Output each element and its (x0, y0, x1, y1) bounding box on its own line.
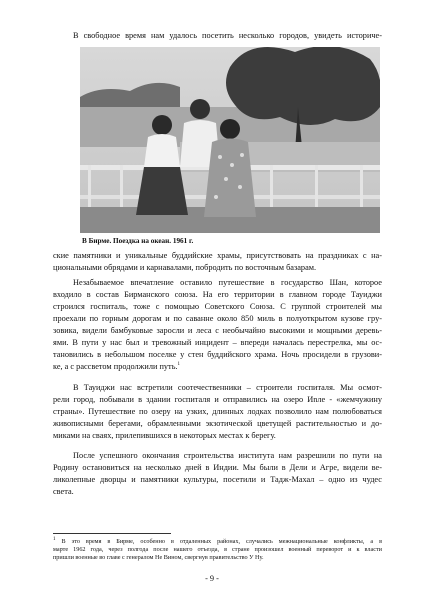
text-line: строился госпиталь, тоже с помощью Советского Союза. С группой строителей мы (53, 302, 382, 311)
text-line: ке, а с рассветом продолжили путь. (53, 362, 178, 371)
text-line: ликолепные дворцы и памятники культуры, посетили и Тадж-Махал – одно из чудес (53, 475, 382, 484)
text-line: В Тауиджи нас встретили соотечественники – строители госпиталя. Мы осмот- (73, 383, 382, 392)
footnote-line (53, 538, 382, 546)
footnote-line: пришли военные во главе с генералом Не Вином, свергнув правительство У Ну. (53, 554, 264, 561)
footnote-line: марте 1962 года, через полгода после нашего отъезда, в стране произошел военный переворот и к власти (53, 546, 382, 553)
text-line: страны». Путешествие по озеру на узких, длинных лодках позволило нам полюбоваться (53, 407, 382, 416)
text-line: зовика, видели бамбуковые заросли и леса с необычайно высокими и мощными деревь- (53, 326, 382, 335)
text-line: ями. В пути у нас был и тревожный инцидент – впереди началась перестрелка, мы ос- (53, 338, 382, 347)
text-line: циональными обрядами и карнавалами, побродить по восточным базарам. (53, 263, 317, 272)
text-line: входило в состав Бирманского союза. На его территории в главном городе Тауиджи (53, 290, 382, 299)
text-line: ские памятники и уникальные буддийские храмы, присутствовать на праздниках с на- (53, 251, 382, 260)
photo (80, 47, 380, 233)
photo-illustration (80, 47, 380, 233)
text-line: Незабываемое впечатление оставило путешествие в государство Шан, которое (73, 278, 382, 287)
text-line: Родину остановиться на несколько дней в Индии. Мы были в Дели и Агре, видели ве- (53, 463, 382, 472)
text-line: проехали по горным дорогам и по саванне около 850 миль в полуоткрытом кузове гру- (53, 314, 382, 323)
page-number: - 9 - (205, 574, 219, 583)
text-line: живописными берегами, обрамленными экзотической цветущей растительностью и до- (53, 419, 382, 428)
text-line: После успешного окончания строительства института нам разрешили по пути на (73, 451, 382, 460)
text-line: миками на сваях, прилепившихся в некоторых местах к берегу. (53, 431, 276, 440)
intro-line: В свободное время нам удалось посетить несколько городов, увидеть историче- (73, 31, 382, 40)
footnote-divider (53, 533, 171, 534)
footnote-text: В это время в Бирме, особенно в отдаленных районах, случались межнациональные конфликты, а в (61, 538, 383, 545)
footnote-mark: 1 (53, 536, 56, 542)
text-line: света. (53, 487, 74, 496)
photo-caption: В Бирме. Поездка на океан. 1961 г. (82, 237, 194, 245)
text-line: тановились в небольшом поселке у стен буддийского храма. Ночь просидели в грузови- (53, 350, 382, 359)
footnote-mark: 1 (177, 362, 181, 368)
text-line: рели город, побывали в здании госпиталя и отправились на озеро Иnле - «жемчужину (53, 395, 382, 404)
text-line-with-footnote (53, 362, 382, 372)
